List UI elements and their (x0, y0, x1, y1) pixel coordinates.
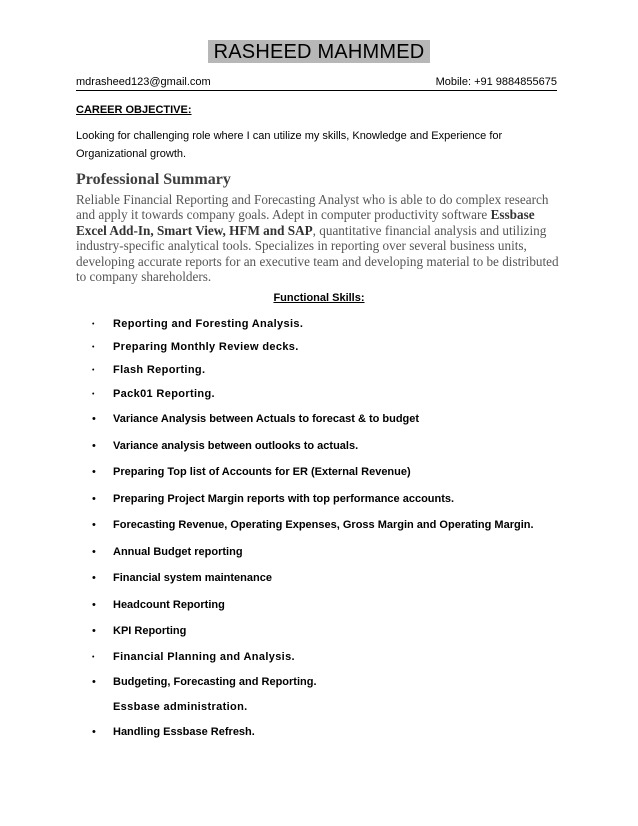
bullet-icon: • (92, 726, 96, 738)
skill-text: Handling Essbase Refresh. (113, 726, 255, 738)
skill-text: Variance Analysis between Actuals to forecast & to budget (113, 413, 420, 425)
bullet-icon: • (92, 321, 95, 328)
summary-text-part1: Reliable Financial Reporting and Forecasting Analyst who is able to do complex research and apply it towards company goals. Adept in computer productivity software (76, 192, 549, 223)
bullet-icon: • (92, 546, 96, 558)
professional-summary-text (76, 192, 568, 284)
bullet-icon: • (92, 493, 96, 505)
mobile-number: Mobile: +91 9884855675 (435, 76, 557, 88)
bullet-icon: • (92, 344, 95, 351)
bullet-icon: • (92, 572, 96, 584)
bullet-icon: • (92, 466, 96, 478)
contact-line (76, 76, 557, 91)
email-address: mdrasheed123@gmail.com (76, 76, 211, 88)
career-objective-heading: CAREER OBJECTIVE: (76, 104, 192, 116)
bullet-icon: • (92, 413, 96, 425)
skill-text: Forecasting Revenue, Operating Expenses, Gross Margin and Operating Margin. (113, 519, 534, 531)
bullet-icon: • (92, 367, 95, 374)
name-header-wrap (0, 40, 638, 63)
bullet-icon: • (92, 391, 95, 398)
skill-text: Preparing Top list of Accounts for ER (External Revenue) (113, 466, 411, 478)
bullet-icon: • (92, 519, 96, 531)
skill-text: Flash Reporting. (113, 364, 206, 376)
bullet-icon: • (92, 625, 96, 637)
bullet-icon: • (92, 440, 96, 452)
skill-text: Preparing Monthly Review decks. (113, 341, 299, 353)
skill-text: Reporting and Foresting Analysis. (113, 318, 304, 330)
skill-text: Budgeting, Forecasting and Reporting. (113, 676, 317, 688)
skill-text: Annual Budget reporting (113, 546, 243, 558)
skill-text: KPI Reporting (113, 625, 187, 637)
skill-text: Essbase administration. (113, 701, 248, 713)
skill-text: Preparing Project Margin reports with top performance accounts. (113, 493, 455, 505)
professional-summary-title: Professional Summary (76, 171, 231, 188)
bullet-icon: • (92, 654, 95, 661)
bullet-icon: • (92, 676, 96, 688)
skill-text: Pack01 Reporting. (113, 388, 215, 400)
functional-skills-title: Functional Skills: (273, 292, 365, 304)
skill-text: Financial system maintenance (113, 572, 272, 584)
career-objective-text: Looking for challenging role where I can utilize my skills, Knowledge and Experience for Organizational growth. (76, 130, 503, 160)
summary-software-list: Essbase Excel Add-In, Smart View, HFM and SAP (76, 207, 535, 238)
summary-text-part2: , quantitative financial analysis and utilizing industry-specific analytical tools. Specializes in reporting over several business units, developing accurate reports for an executive team and developing material to be distributed to company shareholders. (76, 222, 559, 285)
skill-text: Variance analysis between outlooks to actuals. (113, 440, 359, 452)
candidate-name: RASHEED MAHMMED (208, 40, 431, 63)
skill-text: Financial Planning and Analysis. (113, 651, 295, 663)
bullet-icon: • (92, 599, 96, 611)
skill-text: Headcount Reporting (113, 599, 225, 611)
